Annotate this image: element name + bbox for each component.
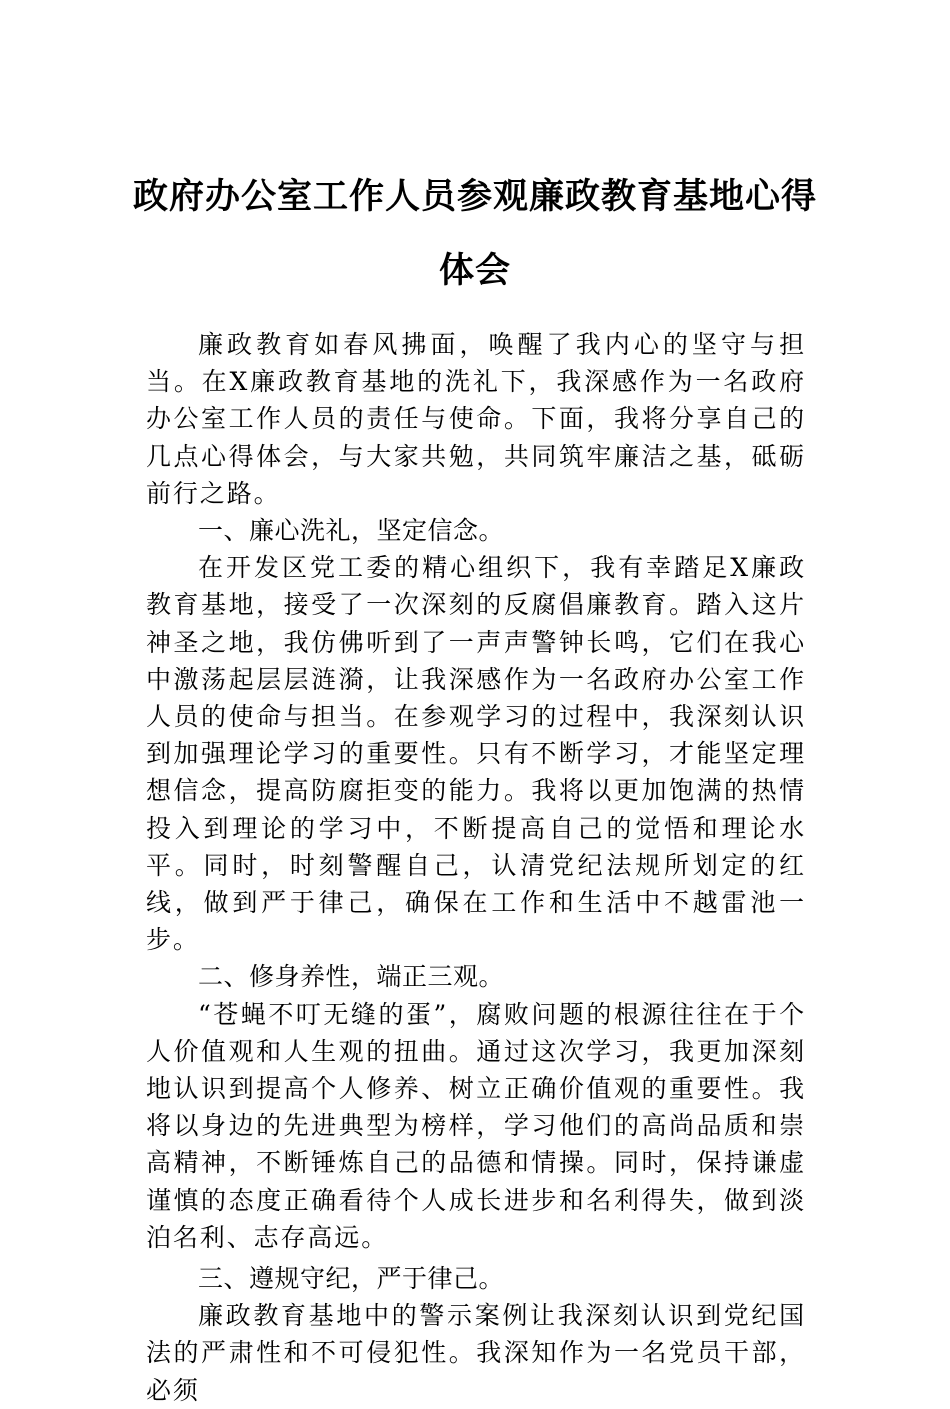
section-heading-1: 一、廉心洗礼，坚定信念。 [198, 516, 505, 546]
section-2-paragraph: “苍蝇不叮无缝的蛋”，腐败问题的根源往往在于个人价值观和人生观的扭曲。通过这次学习，我更加深刻地认识到提高个人修养、树立正确价值观的重要性。我将以身边的先进典型为榜样，学习他们的高尚品质和崇高精神，不断锤炼自己的品德和情操。同时，保持谦虚谨慎的态度正确看待个人成长进步和名利得失，做到淡泊名利、志存高远。 [146, 999, 806, 1252]
section-1-paragraph: 在开发区党工委的精心组织下，我有幸踏足X廉政教育基地，接受了一次深刻的反腐倡廉教育。踏入这片神圣之地，我仿佛听到了一声声警钟长鸣，它们在我心中激荡起层层涟漪，让我深感作为一名政府办公室工作人员的使命与担当。在参观学习的过程中，我深刻认识到加强理论学习的重要性。只有不断学习，才能坚定理想信念，提高防腐拒变的能力。我将以更加饱满的热情投入到理论的学习中，不断提高自己的觉悟和理论水平。同时，时刻警醒自己，认清党纪法规所划定的红线，做到严于律己，确保在工作和生活中不越雷池一步。 [146, 553, 806, 955]
section-heading-2: 二、修身养性，端正三观。 [198, 962, 505, 992]
document-body [146, 326, 806, 1409]
section-3-paragraph: 廉政教育基地中的警示案例让我深刻认识到党纪国法的严肃性和不可侵犯性。我深知作为一名党员干部，必须 [146, 1301, 806, 1405]
intro-paragraph: 廉政教育如春风拂面，唤醒了我内心的坚守与担当。在X廉政教育基地的洗礼下，我深感作为一名政府办公室工作人员的责任与使命。下面，我将分享自己的几点心得体会，与大家共勉，共同筑牢廉洁之基，砥砺前行之路。 [146, 330, 806, 508]
section-heading-3: 三、遵规守纪，严于律己。 [198, 1264, 505, 1294]
document-title: 政府办公室工作人员参观廉政教育基地心得体会 [132, 176, 817, 291]
